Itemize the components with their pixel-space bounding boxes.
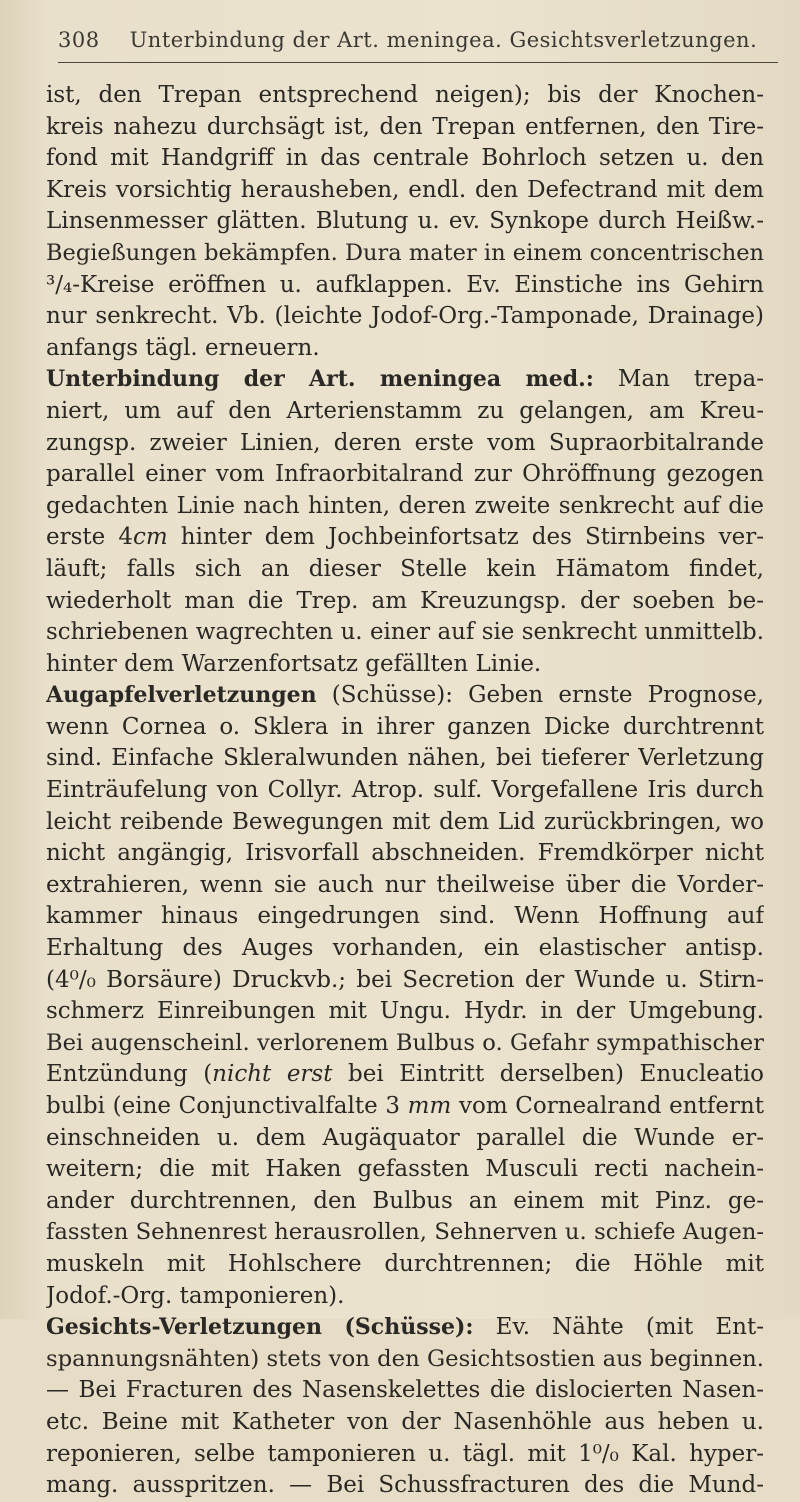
section-heading: Unterbindung der Art. meningea med.: (46, 366, 594, 393)
page-number: 308 (58, 28, 100, 52)
text-line: ist, den Trepan entsprechend neigen); bis der Knochen- (46, 82, 764, 108)
text-line: parallel einer vom Infraorbitalrand zur Ohröffnung gezogen (46, 461, 764, 488)
text-line: ander durchtrennen, den Bulbus an einem mit Pinz. ge- (46, 1187, 764, 1214)
text-line: hinter dem Warzenfortsatz gefällten Linie. (46, 650, 542, 677)
text-line: niert, um auf den Arterienstamm zu gelangen, am Kreu- (46, 397, 764, 424)
section-start-gesicht: Gesichts-Verletzungen (Schüsse): Ev. Nähte (mit Ent- (46, 1314, 764, 1341)
text-line: ³/₄-Kreise eröffnen u. aufklappen. Ev. Einstiche ins Gehirn (46, 271, 764, 298)
text-line: schmerz Einreibungen mit Ungu. Hydr. in der Umgebung. (46, 998, 764, 1025)
text-line: kammer hinaus eingedrungen sind. Wenn Hoffnung auf (46, 903, 764, 930)
text-line: Linsenmesser glätten. Blutung u. ev. Synkope durch Heißw.- (46, 208, 764, 235)
section-heading: Augapfelverletzungen (46, 682, 317, 709)
text-line: bulbi (eine Conjunctivalfalte 3 mm vom Cornealrand entfernt (46, 1093, 764, 1119)
text-line: Begießungen bekämpfen. Dura mater in einem concentrischen (46, 239, 764, 266)
text-line: (4⁰/₀ Borsäure) Druckvb.; bei Secretion der Wunde u. Stirn- (46, 966, 764, 993)
text-line: sind. Einfache Skleralwunden nähen, bei tieferer Verletzung (46, 745, 764, 772)
text-line: leicht reibende Bewegungen mit dem Lid zurückbringen, wo (46, 808, 764, 835)
section-heading: Gesichts-Verletzungen (Schüsse): (46, 1314, 474, 1341)
text-line: mang. ausspritzen. — Bei Schussfracturen des die Mund- (46, 1472, 764, 1499)
text-line: etc. Beine mit Katheter von der Nasenhöhle aus heben u. (46, 1408, 764, 1435)
text-line: zungsp. zweier Linien, deren erste vom Supraorbitalrande (46, 429, 764, 456)
text-line: weitern; die mit Haken gefassten Musculi recti nachein- (46, 1156, 764, 1183)
body-text (46, 80, 764, 1502)
text-line: nicht angängig, Irisvorfall abschneiden. Fremdkörper nicht (46, 840, 764, 867)
text-line: fassten Sehnenrest herausrollen, Sehnerven u. schiefe Augen- (46, 1219, 764, 1246)
running-header (58, 28, 768, 52)
text-line: Kreis vorsichtig herausheben, endl. den Defectrand mit dem (46, 176, 764, 203)
text-line: muskeln mit Hohlschere durchtrennen; die Höhle mit (46, 1250, 764, 1277)
running-title: Unterbindung der Art. meningea. Gesichtsverletzungen. (129, 28, 758, 52)
header-rule (58, 62, 778, 63)
text-line: wenn Cornea o. Sklera in ihrer ganzen Dicke durchtrennt (46, 713, 764, 740)
text-line: fond mit Handgriff in das centrale Bohrloch setzen u. den (46, 145, 764, 172)
section-start-meningea: Unterbindung der Art. meningea med.: Man trepa- (46, 366, 764, 393)
text-line: Entzündung (nicht erst bei Eintritt derselben) Enucleatio (46, 1061, 764, 1088)
text-line: reponieren, selbe tamponieren u. tägl. mit 1⁰/₀ Kal. hyper- (46, 1440, 764, 1467)
text-line: nur senkrecht. Vb. (leichte Jodof-Org.-Tamponade, Drainage) (46, 303, 764, 330)
text-line: schriebenen wagrechten u. einer auf sie senkrecht unmittelb. (46, 619, 764, 646)
text-line: kreis nahezu durchsägt ist, den Trepan entfernen, den Tire- (46, 113, 764, 140)
text-line: wiederholt man die Trep. am Kreuzungsp. der soeben be- (46, 587, 764, 614)
text-line: — Bei Fracturen des Nasenskelettes die dislocierten Nasen- (46, 1377, 764, 1404)
text-line: Bei augenscheinl. verlorenem Bulbus o. Gefahr sympathischer (46, 1029, 764, 1056)
text-line: extrahieren, wenn sie auch nur theilweise über die Vorder- (46, 871, 764, 898)
text-line: anfangs tägl. erneuern. (46, 334, 320, 361)
section-start-augapfel: Augapfelverletzungen (Schüsse): Geben ernste Prognose, (46, 682, 764, 709)
text-line: läuft; falls sich an dieser Stelle kein Hämatom findet, (46, 555, 764, 582)
text-line: spannungsnähten) stets von den Gesichtsostien aus beginnen. (46, 1345, 764, 1372)
text-line: erste 4cm hinter dem Jochbeinfortsatz des Stirnbeins ver- (46, 524, 764, 551)
text-line: Erhaltung des Auges vorhanden, ein elastischer antisp. (46, 935, 764, 962)
text-line: einschneiden u. dem Augäquator parallel die Wunde er- (46, 1124, 764, 1151)
text-line: Einträufelung von Collyr. Atrop. sulf. Vorgefallene Iris durch (46, 777, 764, 804)
text-line: gedachten Linie nach hinten, deren zweite senkrecht auf die (46, 492, 764, 519)
text-line: Jodof.-Org. tamponieren). (46, 1282, 345, 1309)
